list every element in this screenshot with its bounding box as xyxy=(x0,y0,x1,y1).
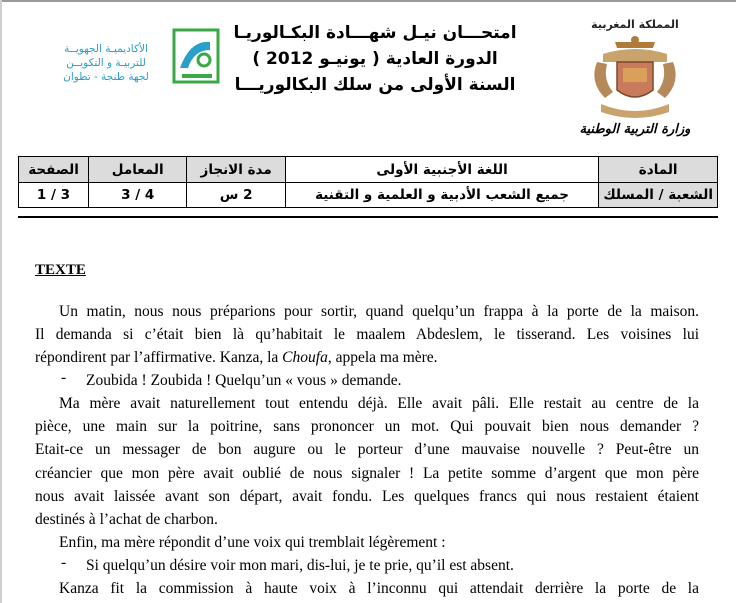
text-line: Enfin, ma mère répondit d’une voix qui tremblait légèrement : xyxy=(59,534,446,551)
text-line: créancier que mon père avait oublié de nous signaler ! La petite somme d’argent que mon père xyxy=(35,464,699,482)
text-line: Kanza fit la commission à haute voix à l’inconnu qui attendait derrière la porte de la xyxy=(59,580,699,597)
text-line: Un matin, nous nous préparions pour sortir, quand quelqu’un frappa à la porte de la maison. xyxy=(59,303,699,320)
academy-emblem-icon xyxy=(172,28,220,84)
academy-line: للتربيـة و التكويــن xyxy=(66,57,146,69)
dialogue-dash: - xyxy=(61,554,67,571)
page-top-border xyxy=(0,0,736,2)
paragraph-4 xyxy=(35,577,699,600)
text-title: TEXTE xyxy=(35,262,86,278)
paragraph-2 xyxy=(35,392,699,531)
italic-word: Choufa xyxy=(282,349,328,367)
exam-info-table xyxy=(18,156,718,208)
academy-line: الأكاديميـة الجهويــة xyxy=(64,43,148,55)
academy-line: لجهة طنجة - تطوان xyxy=(63,71,149,83)
text-line: nous avait laissée avant son départ, avait fondu. Les quelques francs qui nous restaient étaient xyxy=(35,487,699,505)
exam-title: امتحـــان نيـل شهـــادة البكـالوريـا xyxy=(233,23,517,43)
text-line: Ma mère avait naturellement tout entendu déjà. Elle avait pâli. Elle restait au centre de la xyxy=(59,395,699,412)
subject-value: اللغة الأجنبية الأولى xyxy=(285,157,598,183)
coefficient-label: المعامل xyxy=(89,157,187,183)
text-line: Zoubida ! Zoubida ! Quelqu’un « vous » demande. xyxy=(86,372,402,389)
kingdom-name: المملكة المغربية xyxy=(591,18,679,31)
duration-value: 2 س xyxy=(187,183,285,208)
paragraph-1 xyxy=(35,300,699,370)
paragraph-3 xyxy=(59,531,699,554)
text-segment: répondirent par l’affirmative. Kanza, la xyxy=(35,349,279,367)
dialogue-line-2 xyxy=(86,554,686,577)
ministry-name: وزارة التربية الوطنية xyxy=(579,122,691,137)
ministry-block xyxy=(555,18,715,138)
academy-logo xyxy=(20,20,220,95)
coat-of-arms-icon xyxy=(583,32,687,124)
dialogue-line-1 xyxy=(86,369,686,392)
subject-label: المادة xyxy=(599,157,718,183)
page-left-border xyxy=(0,0,2,603)
exam-session: الدورة العادية ( يونيـو 2012 ) xyxy=(252,49,498,69)
text-line: Il demanda si c’était bien là qu’habitait le maalem Abdeslem, le tisserand. Les voisines lui xyxy=(35,326,699,344)
duration-label: مدة الانجاز xyxy=(187,157,285,183)
text-line: pièce, une main sur la poitrine, sans prononcer un mot. Qui pouvait bien nous demander ? xyxy=(35,418,699,436)
section-divider xyxy=(18,216,718,218)
exam-header xyxy=(220,20,530,98)
page-label: الصفحة xyxy=(19,157,89,183)
text-line: Etait-ce un messager de bon augure ou le porteur d’une mauvaise nouvelle ? Peut-être un xyxy=(35,441,699,459)
dialogue-dash: - xyxy=(61,369,67,386)
coefficient-value: 4 / 3 xyxy=(89,183,187,208)
branch-label: الشعبة / المسلك xyxy=(599,183,718,208)
text-line: Si quelqu’un désire voir mon mari, dis-lui, je te prie, qu’il est absent. xyxy=(86,557,514,574)
text-segment: , appela ma mère. xyxy=(327,349,438,367)
academy-name xyxy=(42,42,170,84)
exam-level: السنة الأولى من سلك البكالوريـــا xyxy=(234,75,516,95)
text-line xyxy=(35,346,699,369)
branch-value: جميع الشعب الأدبية و العلمية و التقنية xyxy=(285,183,598,208)
page-value: 3 / 1 xyxy=(19,183,89,208)
text-line: destinés à l’achat de charbon. xyxy=(35,511,218,529)
